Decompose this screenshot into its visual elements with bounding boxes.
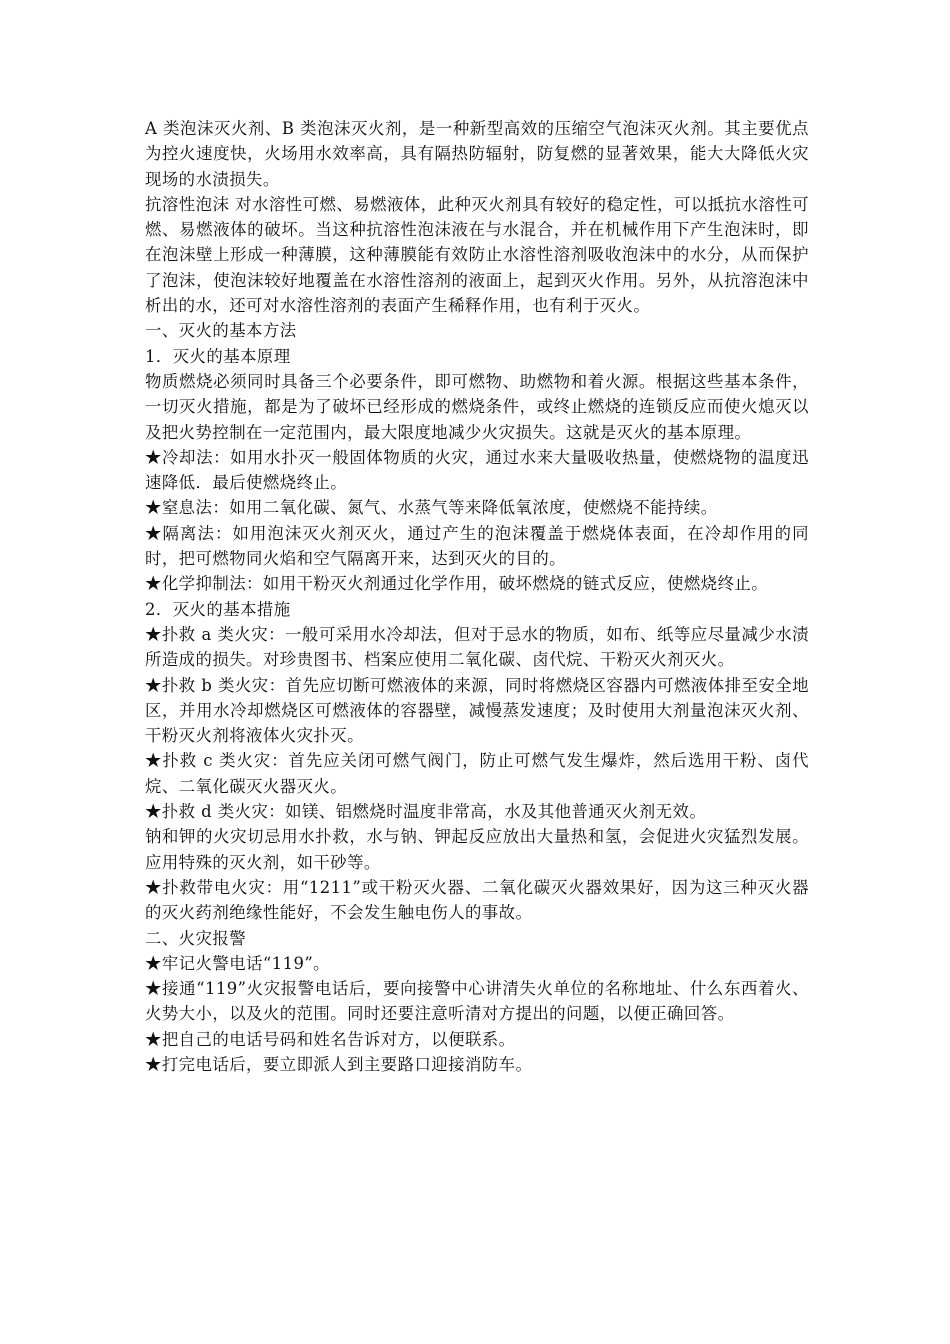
subsection-heading-principle: 1．灭火的基本原理 xyxy=(145,346,291,366)
paragraph-sodium-potassium: 钠和钾的火灾切忌用水扑救，水与钠、钾起反应放出大量热和氢，会促进火灾猛烈发展。应用特殊的灭火剂，如干砂等。 xyxy=(145,827,809,872)
list-item-class-c: ★扑救 c 类火灾：首先应关闭可燃气阀门，防止可燃气发生爆炸，然后选用干粉、卤代烷、二氧化碳灭火器灭火。 xyxy=(145,751,809,796)
list-item-electrical: ★扑救带电火灾：用“1211”或干粉灭火器、二氧化碳灭火器效果好，因为这三种灭火器的灭火药剂绝缘性能好，不会发生触电伤人的事故。 xyxy=(145,877,809,923)
list-item-contact-info: ★把自己的电话号码和姓名告诉对方，以便联系。 xyxy=(145,1029,516,1049)
list-item-class-d: ★扑救 d 类火灾：如镁、铝燃烧时温度非常高，水及其他普通灭火剂无效。 xyxy=(145,802,707,822)
list-item-cooling: ★冷却法：如用水扑灭一般固体物质的火灾，通过水来大量吸收热量，使燃烧物的温度迅速降低．最后使燃烧终止。 xyxy=(145,447,809,493)
list-item-class-b: ★扑救 b 类火灾：首先应切断可燃液体的来源，同时将燃烧区容器内可燃液体排至安全地区，并用水冷却燃烧区可燃液体的容器壁，减慢蒸发速度；及时使用大剂量泡沫灭火剂、干粉灭火剂将液体火灾扑灭。 xyxy=(145,675,809,746)
paragraph-foam-intro: A 类泡沫灭火剂、B 类泡沫灭火剂，是一种新型高效的压缩空气泡沫灭火剂。其主要优点为控火速度快，火场用水效率高，具有隔热防辐射，防复燃的显著效果，能大大降低火灾现场的水渍损失。 xyxy=(145,119,809,189)
list-item-isolation: ★隔离法：如用泡沫灭火剂灭火，通过产生的泡沫覆盖于燃烧体表面，在冷却作用的同时，把可燃物同火焰和空气隔离开来，达到灭火的目的。 xyxy=(145,523,809,569)
section-heading-fire-alarm: 二、火灾报警 xyxy=(145,928,247,948)
list-item-class-a: ★扑救 a 类火灾：一般可采用水冷却法，但对于忌水的物质，如布、纸等应尽量减少水渍所造成的损失。对珍贵图书、档案应使用二氧化碳、卤代烷、干粉灭火剂灭火。 xyxy=(145,624,809,670)
section-heading-basic-methods: 一、灭火的基本方法 xyxy=(145,321,297,341)
list-item-call-details: ★接通“119”火灾报警电话后，要向接警中心讲清失火单位的名称地址、什么东西着火、火势大小，以及火的范围。同时还要注意听清对方提出的问题，以便正确回答。 xyxy=(145,979,809,1024)
list-item-meet-truck: ★打完电话后，要立即派人到主要路口迎接消防车。 xyxy=(145,1054,533,1074)
document-body xyxy=(145,116,809,1077)
subsection-heading-measures: 2．灭火的基本措施 xyxy=(145,599,291,619)
list-item-remember-119: ★牢记火警电话“119”。 xyxy=(145,953,331,973)
paragraph-principle: 物质燃烧必须同时具备三个必要条件，即可燃物、助燃物和着火源。根据这些基本条件，一切灭火措施，都是为了破坏已经形成的燃烧条件，或终止燃烧的连锁反应而使火熄灭以及把火势控制在一定范围内，最大限度地减少火灾损失。这就是灭火的基本原理。 xyxy=(145,371,809,442)
list-item-smothering: ★窒息法：如用二氧化碳、氮气、水蒸气等来降低氧浓度，使燃烧不能持续。 xyxy=(145,498,718,518)
paragraph-anti-solvent-foam: 抗溶性泡沫 对水溶性可燃、易燃液体，此种灭火剂具有较好的稳定性，可以抵抗水溶性可燃、易燃液体的破坏。当这种抗溶性泡沫液在与水混合，并在机械作用下产生泡沫时，即在泡沫壁上形成一种薄膜，这种薄膜能有效防止水溶性溶剂吸收泡沫中的水分，从而保护了泡沫，使泡沫较好地覆盖在水溶性溶剂的液面上，起到灭火作用。另外，从抗溶泡沫中析出的水，还可对水溶性溶剂的表面产生稀释作用，也有利于灭火。 xyxy=(145,194,809,316)
list-item-chemical-inhibition: ★化学抑制法：如用干粉灭火剂通过化学作用，破坏燃烧的链式反应，使燃烧终止。 xyxy=(145,574,769,594)
